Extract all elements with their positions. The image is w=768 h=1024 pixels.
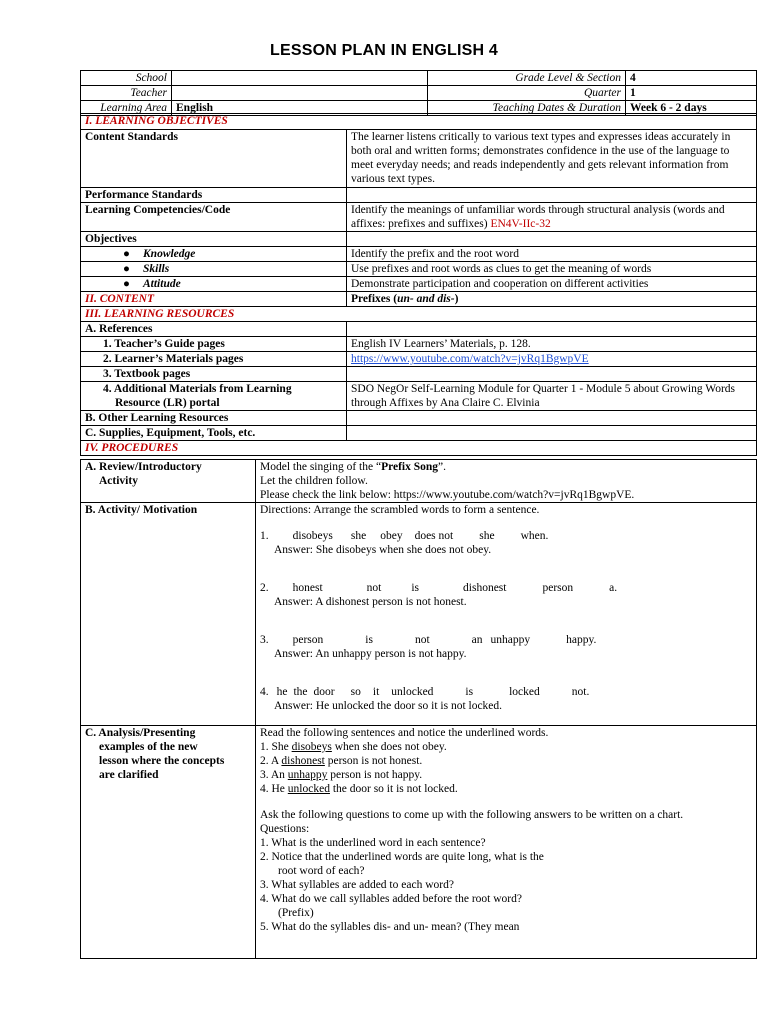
scrambled-word: door [313, 686, 335, 698]
analysis-label-line3: lesson where the concepts [99, 755, 225, 767]
activity-label: B. Activity/ Motivation [81, 503, 256, 726]
references-value [347, 322, 757, 337]
competencies-label: Learning Competencies/Code [81, 203, 347, 232]
school-value[interactable] [172, 71, 428, 86]
teachers-guide-value: English IV Learners’ Materials, p. 128. [347, 337, 757, 352]
competencies-value [347, 203, 757, 232]
sentence-text: 4. He [260, 783, 288, 795]
analysis-sentence [260, 768, 752, 782]
scrambled-word: when. [520, 530, 549, 542]
scrambled-item [260, 621, 752, 673]
scrambled-item [260, 673, 752, 725]
question-2-cont: root word of each? [278, 865, 365, 877]
scrambled-item [260, 569, 752, 621]
learning-area-value: English [172, 101, 428, 116]
scrambled-word: unlocked [391, 686, 434, 698]
page-title: LESSON PLAN IN ENGLISH 4 [270, 42, 498, 59]
quarter-value: 1 [626, 86, 757, 101]
performance-standards-label: Performance Standards [81, 188, 347, 203]
section-heading-objectives: I. LEARNING OBJECTIVES [81, 114, 757, 130]
content-standards-label: Content Standards [81, 130, 347, 188]
supplies-label: C. Supplies, Equipment, Tools, etc. [81, 426, 347, 441]
scrambled-word: is [411, 582, 420, 594]
analysis-label-line4: are clarified [99, 769, 159, 781]
scrambled-word: is [465, 686, 474, 698]
sentence-text: 2. A [260, 755, 282, 767]
scrambled-word: locked [509, 686, 540, 698]
procedures-table [80, 459, 757, 959]
scrambled-word: an [471, 634, 483, 646]
review-line2: Let the children follow. [260, 475, 368, 487]
performance-standards-value [347, 188, 757, 203]
teacher-label: Teacher [81, 86, 172, 101]
dates-value: Week 6 - 2 days [626, 101, 757, 116]
dates-label: Teaching Dates & Duration [428, 101, 626, 116]
attitude-value: Demonstrate participation and cooperation on different activities [347, 277, 757, 292]
prefix-song-title: Prefix Song [381, 461, 439, 473]
scrambled-word: obey [380, 530, 403, 542]
item-number: 2. [260, 582, 269, 594]
attitude-label: Attitude [143, 278, 181, 290]
sentence-text: 3. An [260, 769, 288, 781]
scrambled-word: disobeys [292, 530, 333, 542]
teachers-guide-label: 1. Teacher’s Guide pages [81, 337, 347, 352]
item-answer: Answer: A dishonest person is not honest. [274, 596, 467, 608]
knowledge-label: Knowledge [143, 248, 196, 260]
underlined-word: dishonest [281, 755, 325, 767]
review-line1-pre: Model the singing of the “ [260, 461, 382, 473]
section-heading-procedures: IV. PROCEDURES [81, 441, 757, 456]
review-line3: Please check the link below: https://www.youtube.com/watch?v=jvRq1BgwpVE. [260, 489, 635, 501]
quarter-label: Quarter [428, 86, 626, 101]
content-value-italic: un- and dis- [397, 293, 455, 305]
scrambled-word: not [366, 582, 382, 594]
analysis-content [256, 726, 757, 959]
objectives-label: Objectives [81, 232, 347, 247]
question-5: 5. What do the syllables dis- and un- mean? (They mean [260, 921, 520, 933]
scrambled-word: happy. [566, 634, 597, 646]
section-heading-content: II. CONTENT [81, 292, 347, 307]
scrambled-word: is [365, 634, 373, 646]
learners-materials-label: 2. Learner’s Materials pages [81, 352, 347, 367]
analysis-label [81, 726, 256, 959]
scrambled-words [260, 529, 752, 543]
scrambled-words [260, 685, 752, 699]
learning-area-label: Learning Area [81, 101, 172, 116]
grade-label: Grade Level & Section [428, 71, 626, 86]
question-3: 3. What syllables are added to each word? [260, 879, 454, 891]
analysis-sentence [260, 782, 752, 796]
supplies-value [347, 426, 757, 441]
scrambled-item [260, 517, 752, 569]
analysis-ask: Ask the following questions to come up with the following answers to be written on a chart. [260, 809, 684, 821]
analysis-sentence [260, 740, 752, 754]
sentence-text: 1. She [260, 741, 292, 753]
scrambled-word: not [414, 634, 430, 646]
teacher-value[interactable] [172, 86, 428, 101]
activity-content [256, 503, 757, 726]
scrambled-words [260, 633, 752, 647]
questions-label: Questions: [260, 823, 310, 835]
content-value [347, 292, 757, 307]
scrambled-word: it [372, 686, 380, 698]
bullet-icon: ● [123, 278, 130, 290]
scrambled-word: dishonest [463, 582, 507, 594]
analysis-label-line2: examples of the new [99, 741, 198, 753]
analysis-sentence [260, 754, 752, 768]
references-label: A. References [81, 322, 347, 337]
knowledge-row [81, 247, 347, 262]
review-line1-post: ”. [438, 461, 447, 473]
skills-row [81, 262, 347, 277]
item-number: 1. [260, 530, 269, 542]
review-label-line1: A. Review/Introductory [85, 461, 202, 473]
scrambled-words [260, 581, 752, 595]
scrambled-items [260, 517, 752, 725]
scrambled-word: person [542, 582, 574, 594]
textbook-label: 3. Textbook pages [81, 367, 347, 382]
review-label [81, 460, 256, 503]
item-answer: Answer: He unlocked the door so it is not locked. [274, 700, 503, 712]
scrambled-word: honest [292, 582, 323, 594]
section-heading-resources: III. LEARNING RESOURCES [81, 307, 757, 322]
underlined-word: disobeys [291, 741, 332, 753]
question-2: 2. Notice that the underlined words are quite long, what is the [260, 851, 544, 863]
sentence-text: person is not honest. [324, 755, 423, 767]
review-label-line2: Activity [99, 475, 138, 487]
review-content [256, 460, 757, 503]
additional-materials-label [81, 382, 347, 411]
grade-value: 4 [626, 71, 757, 86]
content-value-end: ) [454, 293, 459, 305]
scrambled-word: she [479, 530, 495, 542]
activity-directions: Directions: Arrange the scrambled words to form a sentence. [260, 504, 540, 516]
other-resources-label: B. Other Learning Resources [81, 411, 347, 426]
scrambled-word: not. [571, 686, 590, 698]
analysis-label-line1: C. Analysis/Presenting [85, 727, 196, 739]
header-table [80, 70, 757, 116]
competency-code: EN4V-IIc-32 [490, 218, 551, 230]
analysis-intro: Read the following sentences and notice the underlined words. [260, 727, 549, 739]
scrambled-word: a. [609, 582, 618, 594]
underlined-word: unlocked [287, 783, 330, 795]
sentence-text: when she does not obey. [331, 741, 447, 753]
competencies-text: Identify the meanings of unfamiliar words through structural analysis (words and affixes: prefixes and suffixes) [351, 204, 725, 230]
content-standards-value: The learner listens critically to various text types and expresses ideas accurately in both oral and written forms; demonstrates confidence in the use of the language to meet everyday needs; and reads independently and gets relevant information from various text types. [347, 130, 757, 188]
scrambled-word: person [292, 634, 324, 646]
attitude-row [81, 277, 347, 292]
bullet-icon: ● [123, 263, 130, 275]
additional-materials-value: SDO NegOr Self-Learning Module for Quarter 1 - Module 5 about Growing Words through Affixes by Ana Claire C. Elvinia [347, 382, 757, 411]
question-1: 1. What is the underlined word in each sentence? [260, 837, 486, 849]
underlined-word: unhappy [287, 769, 328, 781]
additional-materials-label-line2: Resource (LR) portal [115, 397, 220, 409]
sentence-text: person is not happy. [327, 769, 423, 781]
bullet-icon: ● [123, 248, 130, 260]
review-line1 [260, 460, 752, 474]
item-number: 4. [260, 686, 269, 698]
question-4: 4. What do we call syllables added before the root word? [260, 893, 522, 905]
school-label: School [81, 71, 172, 86]
scrambled-word: does not [414, 530, 454, 542]
objectives-value [347, 232, 757, 247]
item-number: 3. [260, 634, 269, 646]
scrambled-word: unhappy [490, 634, 531, 646]
scrambled-word: she [350, 530, 367, 542]
learners-materials-value [347, 352, 757, 367]
scrambled-word: so [350, 686, 361, 698]
scrambled-word: he [276, 686, 288, 698]
content-value-text: Prefixes ( [351, 293, 398, 305]
youtube-link[interactable]: https://www.youtube.com/watch?v=jvRq1BgwpVE [351, 353, 589, 365]
skills-label: Skills [143, 263, 170, 275]
other-resources-value [347, 411, 757, 426]
textbook-value [347, 367, 757, 382]
lesson-table [80, 113, 757, 456]
knowledge-value: Identify the prefix and the root word [347, 247, 757, 262]
sentence-text: the door so it is not locked. [329, 783, 458, 795]
skills-value: Use prefixes and root words as clues to get the meaning of words [347, 262, 757, 277]
item-answer: Answer: An unhappy person is not happy. [274, 648, 467, 660]
analysis-sentences [260, 740, 752, 796]
item-answer: Answer: She disobeys when she does not obey. [274, 544, 492, 556]
question-4-answer: (Prefix) [278, 907, 314, 919]
additional-materials-label-line1: 4. Additional Materials from Learning [103, 383, 292, 395]
scrambled-word: the [293, 686, 308, 698]
